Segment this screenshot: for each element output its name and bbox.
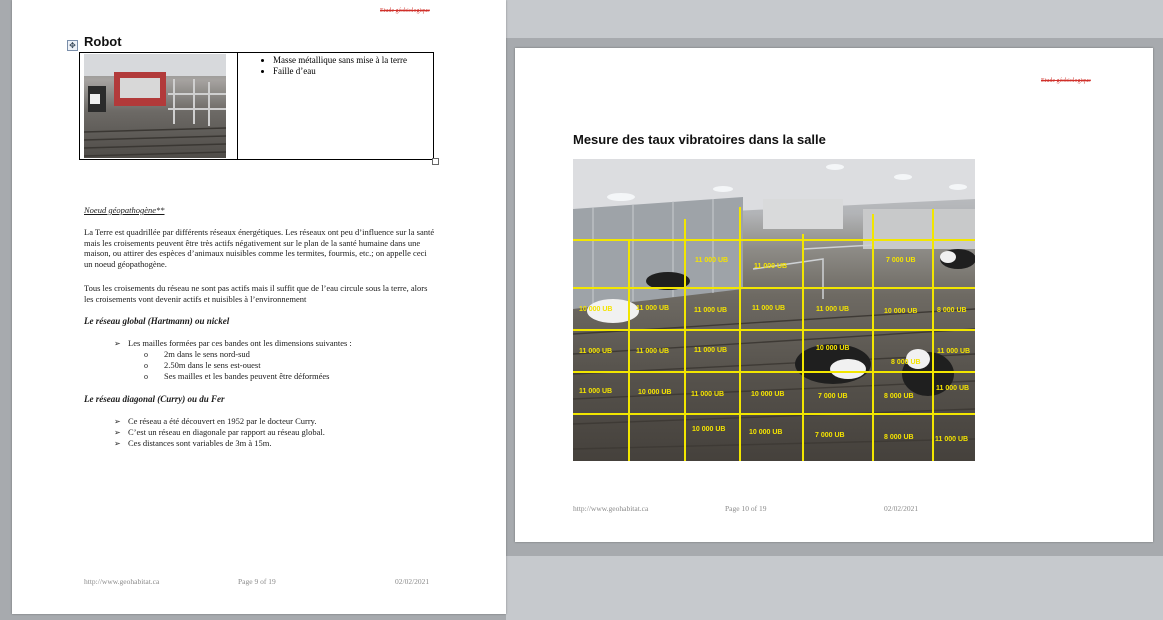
hartmann-sub-item: o 2m dans le sens nord-sud (144, 349, 329, 360)
grid-value-label: 7 000 UB (815, 432, 845, 439)
footer-page-number: Page 9 of 19 (238, 577, 276, 586)
grid-value-label: 8 000 UB (884, 434, 914, 441)
curry-bullet: ➢ Ces distances sont variables de 3m à 15m. (114, 438, 325, 449)
paragraph-reseaux: La Terre est quadrillée par différents réseaux énergétiques. Les réseaux ont peu d’influence sur la santé mais les croisements peuvent être très actifs négativement sur le plan de la santé humaine dans une maison, ou attirer des espèces d’animaux nuisibles comme les termites, fourmis, etc.; on appelle ceci un noeud géopathogène. (84, 227, 435, 269)
grid-value-label: 11 000 UB (754, 263, 788, 270)
grid-value-label: 11 000 UB (579, 388, 613, 395)
grid-value-label: 10 000 UB (749, 429, 783, 436)
page-header-tag: Etude géobiologique (380, 8, 430, 14)
footer-url: http://www.geohabitat.ca (573, 504, 649, 513)
grid-value-label: 8 000 UB (891, 359, 921, 366)
grid-value-label: 11 000 UB (936, 385, 970, 392)
grid-value-label: 11 000 UB (579, 348, 613, 355)
grid-value-label: 8 000 UB (884, 393, 914, 400)
noeud-title: Noeud géopathogène** (84, 205, 165, 215)
workspace-band-top (506, 0, 1163, 38)
footer-url: http://www.geohabitat.ca (84, 577, 160, 586)
workspace-band-bottom (506, 556, 1163, 620)
grid-value-label: 10 000 UB (751, 391, 785, 398)
grid-value-label: 10 000 UB (692, 426, 726, 433)
document-page-9 (12, 0, 506, 614)
barn-measurement-photo (573, 159, 975, 461)
grid-value-label: 8 000 UB (937, 307, 967, 314)
measurement-title: Mesure des taux vibratoires dans la salle (573, 132, 826, 147)
grid-value-label: 7 000 UB (818, 393, 848, 400)
curry-bullet: ➢ Ce réseau a été découvert en 1952 par le docteur Curry. (114, 416, 325, 427)
table-divider (237, 53, 238, 159)
curry-heading: Le réseau diagonal (Curry) ou du Fer (84, 394, 225, 404)
grid-value-label: 11 000 UB (816, 306, 850, 313)
grid-value-label: 11 000 UB (937, 348, 971, 355)
grid-value-label: 11 000 UB (636, 305, 670, 312)
grid-value-label: 11 000 UB (694, 347, 728, 354)
hartmann-bullet: ➢ Les mailles formées par ces bandes ont les dimensions suivantes : (114, 338, 352, 349)
robot-photo (84, 54, 226, 158)
grid-value-label: 10 000 UB (816, 345, 850, 352)
grid-value-label: 10 000 UB (638, 389, 672, 396)
grid-value-label: 10 000 UB (884, 308, 918, 315)
hartmann-sub-item: o 2.50m dans le sens est-ouest (144, 360, 329, 371)
robot-issue-list (245, 55, 453, 77)
robot-issue-item: • Masse métallique sans mise à la terre (273, 55, 453, 66)
grid-value-label: 10 000 UB (579, 306, 613, 313)
document-page-10 (515, 48, 1153, 542)
footer-date: 02/02/2021 (395, 577, 430, 586)
grid-value-label: 7 000 UB (886, 257, 916, 264)
hartmann-sub-list (144, 349, 329, 382)
hartmann-heading: Le réseau global (Hartmann) ou nickel (84, 316, 230, 326)
grid-value-label: 11 000 UB (694, 307, 728, 314)
grid-value-label: 11 000 UB (752, 305, 786, 312)
hartmann-sub-item: o Ses mailles et les bandes peuvent être déformées (144, 371, 329, 382)
curry-bullet: ➢ C’est un réseau en diagonale par rapport au réseau global. (114, 427, 325, 438)
paragraph-croisements: Tous les croisements du réseau ne sont pas actifs mais il suffit que de l’eau circule sous la terre, alors les croisements vont devenir actifs et nuisibles à l’environnement (84, 283, 428, 304)
robot-issue-item: • Faille d’eau (273, 66, 453, 77)
grid-value-label: 11 000 UB (636, 348, 670, 355)
footer-page-number: Page 10 of 19 (725, 504, 767, 513)
robot-table[interactable] (79, 52, 434, 160)
table-resize-handle[interactable] (432, 158, 439, 165)
page-header-tag: Etude géobiologique (1041, 78, 1091, 84)
table-move-handle-icon[interactable]: ✥ (67, 40, 78, 51)
curry-bullets (114, 416, 325, 449)
grid-value-label: 11 000 UB (695, 257, 729, 264)
grid-value-label: 11 000 UB (691, 391, 725, 398)
robot-title: Robot (84, 34, 122, 49)
robot-photo-art (84, 54, 226, 158)
grid-value-label: 11 000 UB (935, 436, 969, 443)
footer-date: 02/02/2021 (884, 504, 919, 513)
hartmann-bullets (114, 338, 352, 349)
